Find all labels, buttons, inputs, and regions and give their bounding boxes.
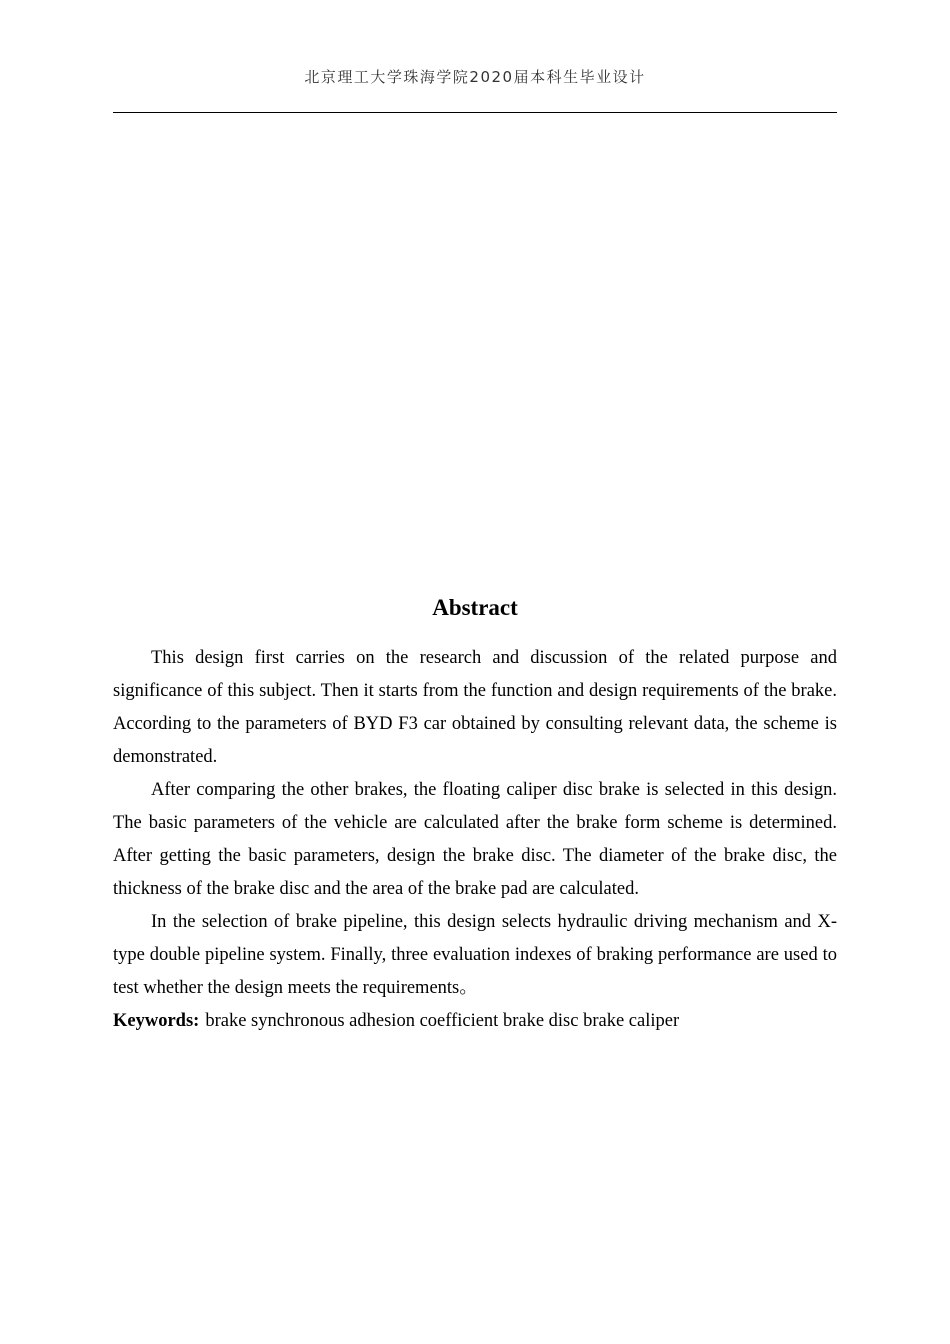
keywords-text: brake synchronous adhesion coefficient brake disc brake caliper [205, 1011, 680, 1031]
abstract-paragraph-3: In the selection of brake pipeline, this design selects hydraulic driving mechanism and X-type double pipeline system. Finally, three evaluation indexes of braking performance are used to test whether the design meets the requirements。 [113, 912, 837, 998]
header-divider [113, 112, 837, 113]
abstract-paragraph-1: This design first carries on the research and discussion of the related purpose and significance of this subject. Then it starts from the function and design requirements of the brake. According to the parameters of BYD F3 car obtained by consulting relevant data, the scheme is demonstrated. [113, 648, 837, 767]
abstract-section [113, 590, 837, 1038]
keywords-label: Keywords: [113, 1011, 200, 1031]
abstract-title: Abstract [432, 595, 518, 620]
abstract-paragraph-2: After comparing the other brakes, the floating caliper disc brake is selected in this design. The basic parameters of the vehicle are calculated after the brake form scheme is determined. After getting the basic parameters, design the brake disc. The diameter of the brake disc, the thickness of the brake disc and the area of the brake pad are calculated. [113, 780, 837, 899]
page-header: 北京理工大学珠海学院2020届本科生毕业设计 [304, 68, 646, 86]
keywords-line [113, 1005, 837, 1038]
